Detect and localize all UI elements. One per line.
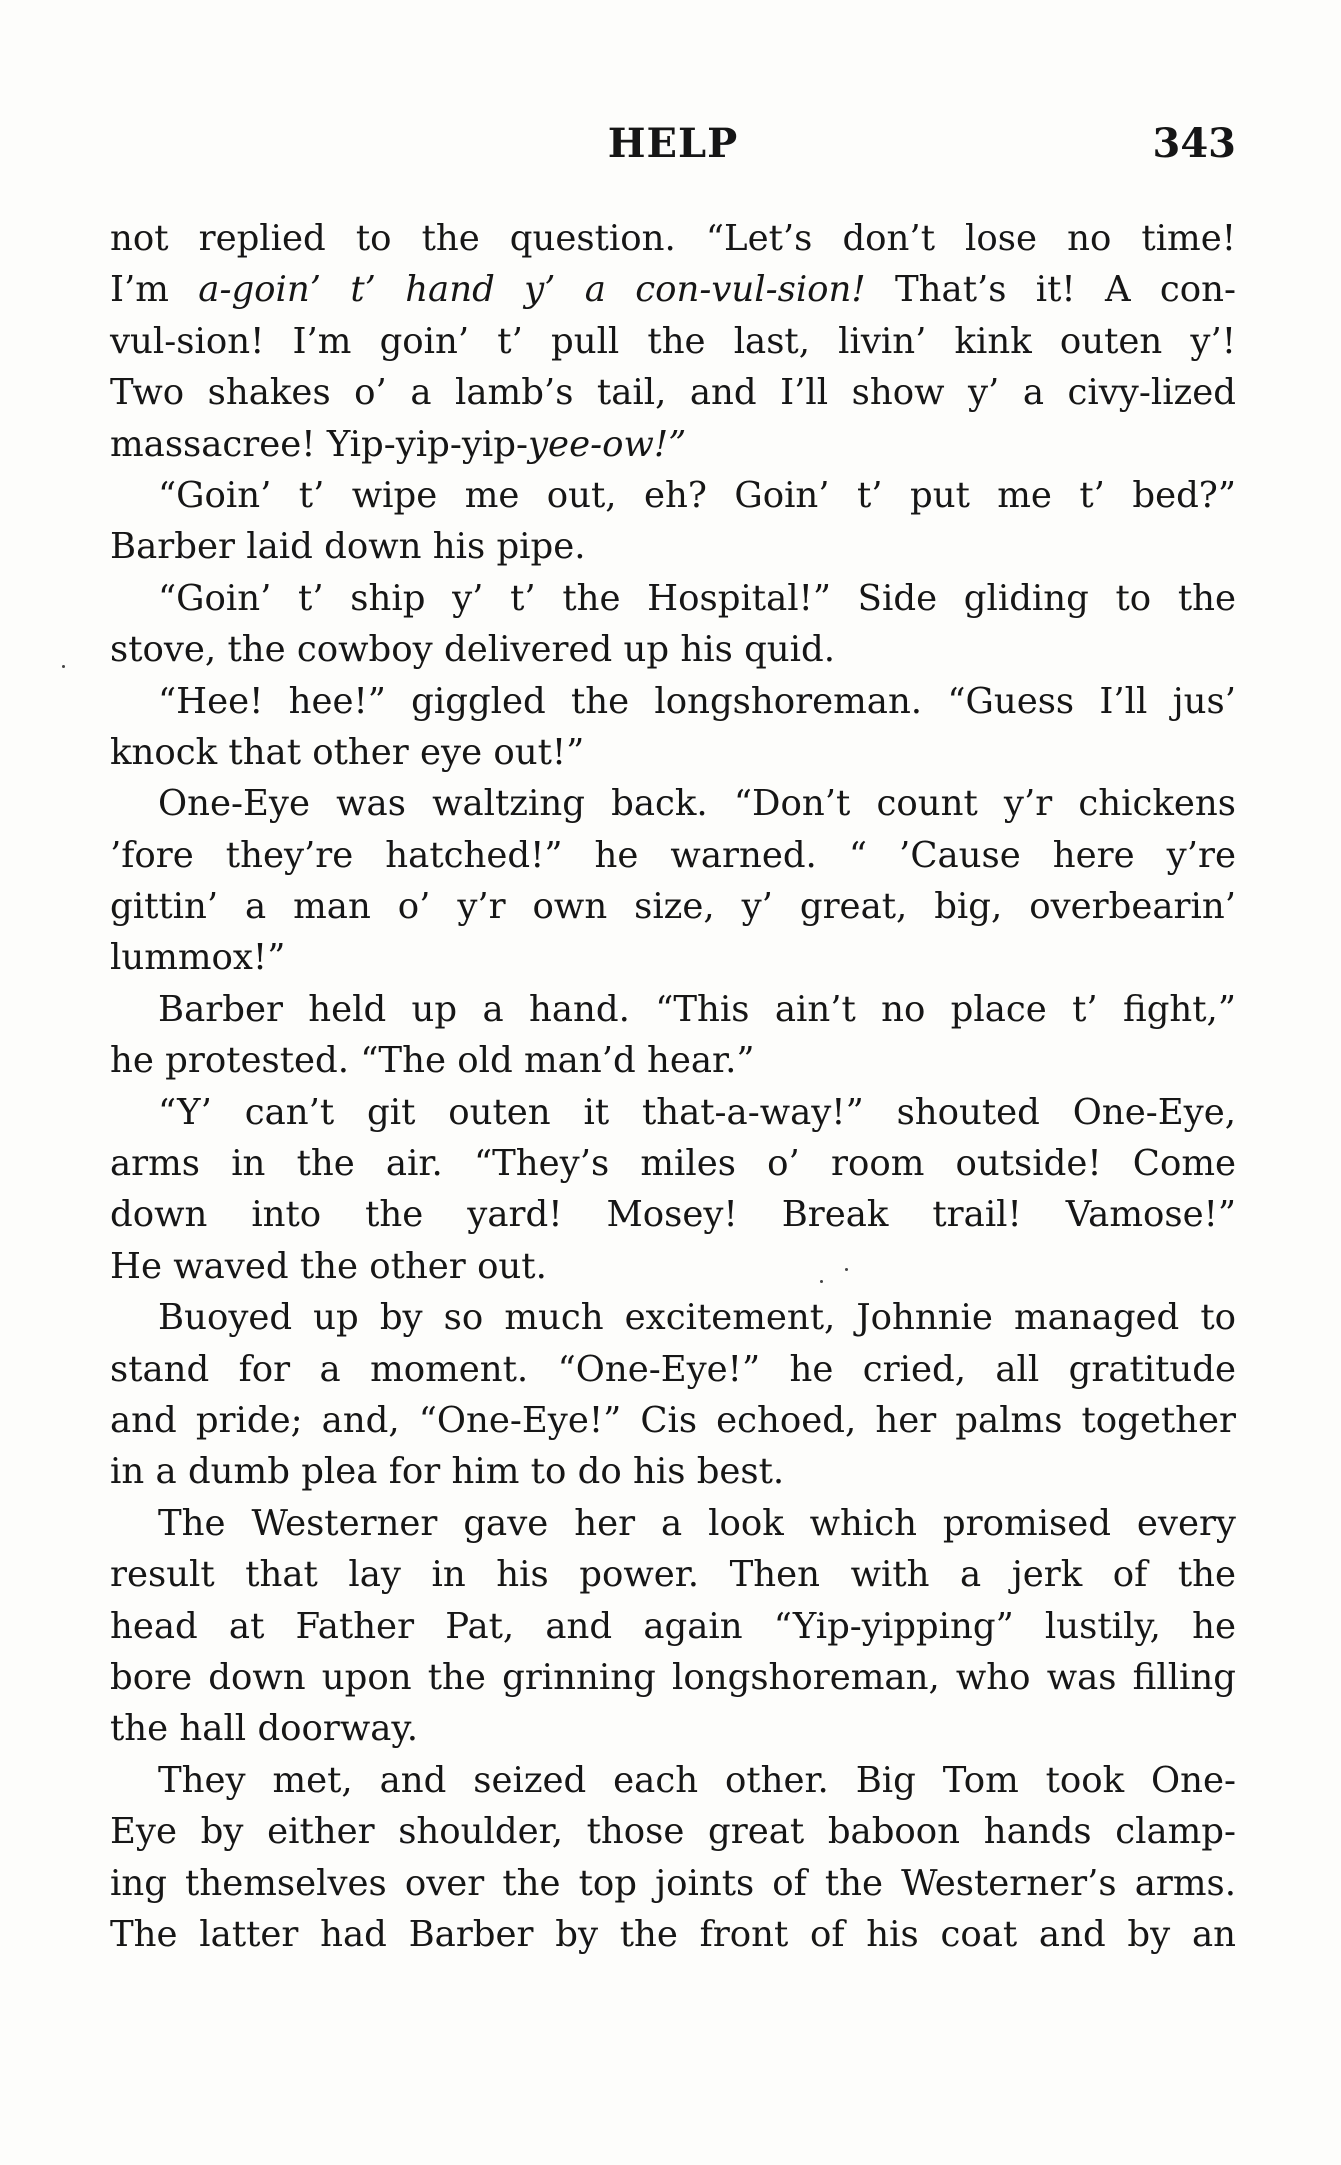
print-speck (820, 1280, 823, 1283)
text-line: arms in the air. “They’s miles o’ room outside! Come (110, 1143, 1236, 1185)
page-number: 343 (1152, 120, 1236, 167)
print-speck (845, 1268, 848, 1271)
text-line: ’fore they’re hatched!” he warned. “ ’Cause here y’re (110, 834, 1236, 876)
text-line: The Westerner gave her a look which promised every (158, 1502, 1236, 1544)
text-line: I’m a-goin’ t’ hand y’ a con-vul-sion! That’s it! A con- (110, 269, 1237, 311)
text-line: and pride; and, “One-Eye!” Cis echoed, her palms together (110, 1399, 1236, 1441)
text-line: lummox!” (110, 937, 286, 979)
text-line: the hall doorway. (110, 1708, 419, 1750)
text-line: Barber held up a hand. “This ain’t no place t’ fight,” (158, 988, 1236, 1030)
text-line: Two shakes o’ a lamb’s tail, and I’ll show y’ a civy-lized (110, 372, 1236, 414)
text-line: down into the yard! Mosey! Break trail! Vamose!” (110, 1194, 1236, 1236)
text-line: stove, the cowboy delivered up his quid. (110, 629, 836, 671)
running-head: HELP (607, 120, 739, 167)
text-line: “Goin’ t’ wipe me out, eh? Goin’ t’ put me t’ bed?” (158, 474, 1236, 516)
text-line: head at Father Pat, and again “Yip-yipping” lustily, he (110, 1605, 1236, 1647)
text-line: not replied to the question. “Let’s don’t lose no time! (110, 218, 1236, 259)
page-header (110, 120, 1236, 180)
text-line: knock that other eye out!” (110, 731, 585, 773)
text-line: He waved the other out. (110, 1245, 547, 1287)
text-line: The latter had Barber by the front of his coat and by an (110, 1913, 1236, 1955)
text-line: “Y’ can’t git outen it that-a-way!” shouted One-Eye, (158, 1091, 1236, 1133)
text-line: bore down upon the grinning longshoreman, who was filling (110, 1656, 1236, 1698)
print-speck (62, 665, 65, 668)
text-line: “Hee! hee!” giggled the longshoreman. “Guess I’ll jus’ (158, 680, 1236, 722)
text-line: massacree! Yip-yip-yip-yee-ow!” (110, 423, 687, 465)
text-line: result that lay in his power. Then with a jerk of the (110, 1554, 1236, 1596)
text-line: vul-sion! I’m goin’ t’ pull the last, livin’ kink outen y’! (110, 320, 1236, 362)
text-line: Buoyed up by so much excitement, Johnnie managed to (158, 1297, 1236, 1339)
text-line: in a dumb plea for him to do his best. (110, 1451, 785, 1493)
text-line: Eye by either shoulder, those great baboon hands clamp- (110, 1811, 1236, 1853)
text-line: stand for a moment. “One-Eye!” he cried, all gratitude (110, 1348, 1236, 1390)
text-line: gittin’ a man o’ y’r own size, y’ great, big, overbearin’ (110, 886, 1236, 928)
text-line: One-Eye was waltzing back. “Don’t count y’r chickens (158, 783, 1236, 825)
text-line: Barber laid down his pipe. (110, 526, 586, 568)
text-line: They met, and seized each other. Big Tom took One- (158, 1759, 1236, 1801)
text-line: ing themselves over the top joints of the Westerner’s arms. (110, 1862, 1236, 1904)
text-line: “Goin’ t’ ship y’ t’ the Hospital!” Side gliding to the (158, 577, 1236, 619)
text-line: he protested. “The old man’d hear.” (110, 1040, 755, 1082)
body-text (110, 213, 1236, 1960)
